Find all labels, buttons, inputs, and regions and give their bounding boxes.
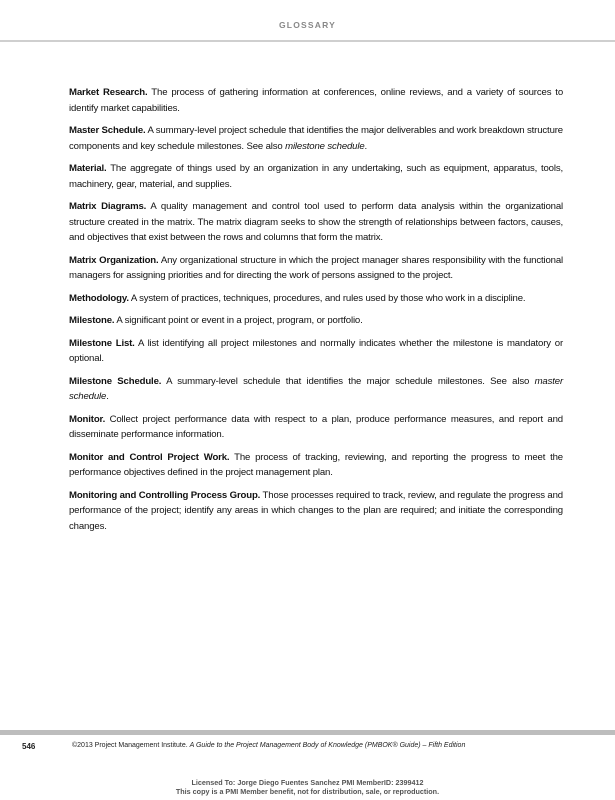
- glossary-entry: [69, 450, 563, 481]
- entry-term: Milestone List.: [69, 337, 135, 349]
- entry-see-also-prefix: See also: [484, 375, 535, 387]
- glossary-entry: [69, 374, 563, 405]
- entry-definition: A summary-level project schedule that identifies the major deliverables and work breakdown structure components and key schedule milestones.: [69, 125, 563, 152]
- entry-see-also-suffix: .: [106, 391, 109, 402]
- entry-definition: A quality management and control tool used to perform data analysis within the organizational structure created in the matrix. The matrix diagram seeks to show the strength of relationships between factors, causes, and objectives that exist between the rows and columns that form the matrix.: [69, 201, 563, 243]
- entry-term: Milestone.: [69, 315, 115, 326]
- entry-definition: The aggregate of things used by an organization in any undertaking, such as equipment, apparatus, tools, machinery, gear, material, and supplies.: [69, 163, 563, 190]
- glossary-entry: [69, 488, 563, 535]
- entry-see-also-prefix: See also: [243, 140, 286, 152]
- entry-definition: Any organizational structure in which the project manager shares responsibility with the functional managers for assigning priorities and for directing the work of persons assigned to the project.: [69, 254, 563, 281]
- entry-see-also: master schedule: [69, 375, 563, 402]
- entry-definition: The process of tracking, reviewing, and reporting the progress to meet the performance objectives defined in the project management plan.: [69, 451, 563, 478]
- glossary-entry: [69, 412, 563, 443]
- glossary-entry: [69, 199, 563, 246]
- entry-definition: A system of practices, techniques, procedures, and rules used by those who work in a discipline.: [128, 292, 526, 304]
- entry-see-also: milestone schedule: [285, 140, 365, 152]
- entry-see-also-suffix: .: [364, 140, 368, 152]
- license-line-1: Licensed To: Jorge Diego Fuentes Sanchez PMI MemberID: 2399412: [191, 778, 424, 787]
- entry-term: Monitor and Control Project Work.: [69, 451, 230, 463]
- entry-term: Monitor.: [69, 413, 106, 425]
- entry-definition: Those processes required to track, review, and regulate the progress and performance of the project; identify any areas in which changes to the plan are required; and initiate the corresponding changes.: [69, 489, 563, 532]
- glossary-entry: [69, 85, 563, 116]
- entry-definition: A summary-level schedule that identifies the major schedule milestones.: [161, 375, 485, 387]
- copyright-notice: [72, 742, 465, 749]
- footer-divider: [0, 730, 615, 735]
- book-title: A Guide to the Project Management Body of Knowledge (PMBOK® Guide) – Fifth Edition: [189, 742, 466, 749]
- header-divider: [0, 40, 615, 42]
- glossary-entry: [69, 313, 563, 329]
- copyright-prefix: ©2013 Project Management Institute.: [72, 742, 190, 749]
- entry-term: Master Schedule.: [69, 125, 146, 136]
- glossary-entry: [69, 253, 563, 284]
- entry-term: Market Research.: [69, 87, 148, 98]
- entry-term: Matrix Diagrams.: [69, 201, 147, 212]
- glossary-entry: [69, 161, 563, 192]
- glossary-entries: [69, 85, 563, 541]
- entry-definition: A significant point or event in a project, program, or portfolio.: [114, 315, 363, 326]
- glossary-entry: [69, 336, 563, 367]
- entry-term: Milestone Schedule.: [69, 375, 162, 387]
- glossary-entry: [69, 291, 563, 307]
- entry-term: Matrix Organization.: [69, 254, 159, 266]
- license-line-2: This copy is a PMI Member benefit, not for distribution, sale, or reproduction.: [175, 786, 440, 796]
- page-header-title: GLOSSARY: [279, 20, 336, 30]
- entry-definition: A list identifying all project milestones and normally indicates whether the milestone is mandatory or optional.: [69, 337, 563, 364]
- page-number: 546: [22, 742, 36, 751]
- entry-term: Methodology.: [69, 292, 129, 304]
- entry-term: Monitoring and Controlling Process Group.: [69, 489, 261, 501]
- license-notice: [0, 779, 615, 796]
- glossary-entry: [69, 123, 563, 154]
- entry-definition: The process of gathering information at conferences, online reviews, and a variety of sources to identify market capabilities.: [69, 87, 564, 114]
- entry-term: Material.: [69, 163, 107, 174]
- entry-definition: Collect project performance data with respect to a plan, produce performance measures, and report and disseminate performance information.: [69, 413, 563, 440]
